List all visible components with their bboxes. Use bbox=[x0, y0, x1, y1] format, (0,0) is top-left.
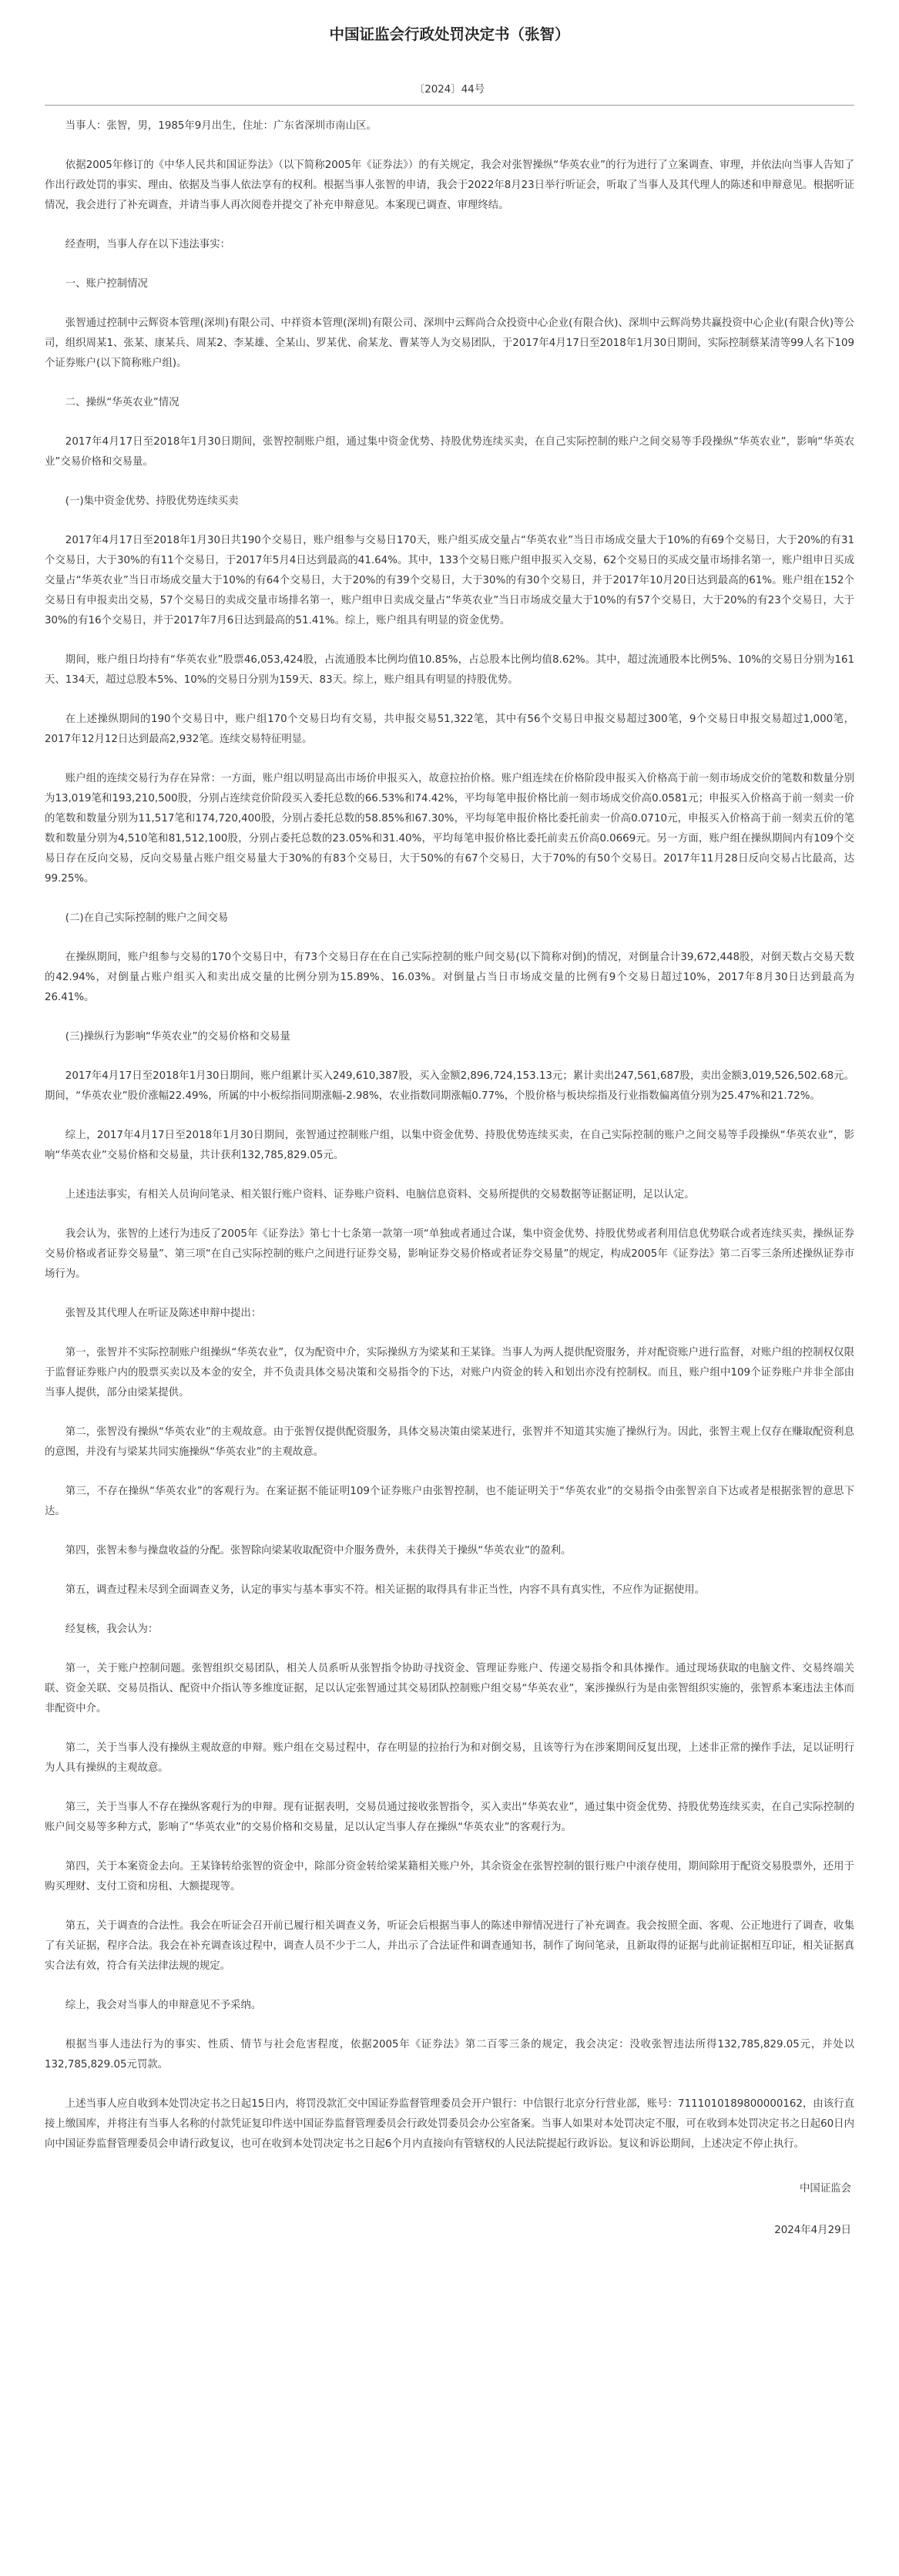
paragraph-review-1: 第一，关于账户控制问题。张智组织交易团队，相关人员系听从张智指令协助寻找资金、管理证券账户、传递交易指令和具体操作。通过现场获取的电脑文件、交易终端关联、资金关联、交易员指认、配资中介指认等多维度证据，足以认定张智通过其交易团队控制账户组交易“华英农业”，案涉操纵行为是由张智组织实施的，张智系本案违法主体而非配资中介。 bbox=[45, 1663, 854, 1715]
paragraph-manipulation-summary: 2017年4月17日至2018年1月30日期间，张智控制账户组，通过集中资金优势、持股优势连续买卖，在自己实际控制的账户之间交易等手段操纵“华英农业”，影响“华英农业”交易价格和交易量。 bbox=[45, 436, 854, 468]
subsection-heading-price-impact: (三)操纵行为影响“华英农业”的交易价格和交易量 bbox=[65, 1031, 290, 1043]
issue-date: 2024年4月29日 bbox=[774, 2225, 851, 2236]
paragraph-review-conclusion: 综上，我会对当事人的申辩意见不予采纳。 bbox=[65, 2000, 262, 2011]
paragraph-facts-intro: 经查明，当事人存在以下违法事实： bbox=[65, 239, 231, 250]
paragraph-procedure: 依据2005年修订的《中华人民共和国证券法》（以下简称2005年《证券法》）的有关规定，我会对张智操纵“华英农业”的行为进行了立案调查、审理，并依法向当事人告知了作出行政处罚的事实、理由、依据及当事人依法享有的权利。根据当事人张智的申请，我会于2022年8月23日举行听证会，听取了当事人及其代理人的陈述和申辩意见。根据听证情况，我会进行了补充调查，并请当事人再次阅卷并提交了补充申辩意见。本案现已调查、审理终结。 bbox=[45, 160, 854, 211]
paragraph-review-5: 第五，关于调查的合法性。我会在听证会召开前已履行相关调查义务，听证会后根据当事人的陈述申辩情况进行了补充调查。我会按照全面、客观、公正地进行了调查，收集了有关证据，程序合法。我会在补充调查该过程中，调查人员不少于二人，并出示了合法证件和调查通知书，制作了询问笔录，且新取得的证据与此前证据相互印证，相关证据真实合法有效，符合有关法律法规的规定。 bbox=[45, 1920, 854, 1972]
paragraph-payment-and-appeal: 上述当事人应自收到本处罚决定书之日起15日内，将罚没款汇交中国证券监督管理委员会开户银行：中信银行北京分行营业部，账号：7111010189800000162，由该行直接上缴国库，并将注有当事人名称的付款凭证复印件送中国证券监督管理委员会行政处罚委员会办公室备案。当事人如果对本处罚决定不服，可在收到本处罚决定书之日起60日内向中国证券监督管理委员会申请行政复议，也可在收到本处罚决定书之日起6个月内直接向有管辖权的人民法院提起行政诉讼。复议和诉讼期间，上述决定不停止执行。 bbox=[45, 2098, 854, 2150]
paragraph-review-2: 第二，关于当事人没有操纵主观故意的申辩。账户组在交易过程中，存在明显的拉抬行为和对倒交易，且该等行为在涉案期间反复出现，上述非正常的操作手法，足以证明行为人具有操纵的主观故意。 bbox=[45, 1742, 854, 1774]
subsection-heading-self-trading: (二)在自己实际控制的账户之间交易 bbox=[65, 912, 229, 924]
paragraph-evidence: 上述违法事实，有相关人员询问笔录、相关银行账户资料、证券账户资料、电脑信息资料、交易所提供的交易数据等证据证明，足以认定。 bbox=[65, 1189, 695, 1201]
paragraph-penalty-decision: 根据当事人违法行为的事实、性质、情节与社会危害程度，依据2005年《证券法》第二百零三条的规定，我会决定：没收张智违法所得132,785,829.05元，并处以132,785,829.05元罚款。 bbox=[45, 2039, 854, 2071]
paragraph-defense-1: 第一，张智并不实际控制账户组操纵“华英农业”，仅为配资中介，实际操纵方为梁某和王某锋。当事人为两人提供配资服务，并对配资账户进行监督，对账户组的控制权仅限于监督证券账户内的股票买卖以及本金的安全，并不负责具体交易决策和交易指令的下达，对账户内资金的转入和划出亦没有控制权。而且，账户组中109个证券账户并非全部由当事人提供，部分由梁某提供。 bbox=[45, 1347, 854, 1399]
paragraph-holding-advantage: 期间，账户组日均持有“华英农业”股票46,053,424股，占流通股本比例均值10.85%，占总股本比例均值8.62%。其中，超过流通股本比例5%、10%的交易日分别为161天、134天，超过总股本5%、10%的交易日分别为159天、83天。综上，账户组具有明显的持股优势。 bbox=[45, 654, 854, 686]
paragraph-party: 当事人：张智，男，1985年9月出生，住址：广东省深圳市南山区。 bbox=[65, 120, 377, 132]
document-number: 〔2024〕44号 bbox=[414, 84, 485, 96]
paragraph-review-4: 第四，关于本案资金去向。王某锋转给张智的资金中，除部分资金转给梁某籍相关账户外，其余资金在张智控制的银行账户中滚存使用，期间除用于配资交易股票外，还用于购买理财、支付工资和房租、大额提现等。 bbox=[45, 1861, 854, 1893]
paragraph-continuous-trading: 在上述操纵期间的190个交易日中，账户组170个交易日均有交易，共申报交易51,322笔，其中有56个交易日申报交易超过300笔，9个交易日申报交易超过1,000笔，2017年12月12日达到最高2,932笔。连续交易特征明显。 bbox=[45, 714, 854, 745]
paragraph-defense-2: 第二，张智没有操纵“华英农业”的主观故意。由于张智仅提供配资服务，具体交易决策由梁某进行，张智并不知道其实施了操纵行为。因此，张智主观上仅存在赚取配资利息的意图，并没有与梁某共同实施操纵“华英农业”的主观故意。 bbox=[45, 1426, 854, 1458]
paragraph-legal-finding: 我会认为，张智的上述行为违反了2005年《证券法》第七十七条第一款第一项“单独或者通过合谋，集中资金优势、持股优势或者利用信息优势联合或者连续买卖，操纵证券交易价格或者证券交易量”、第三项“在自己实际控制的账户之间进行证券交易，影响证券交易价格或者证券交易量”的规定，构成2005年《证券法》第二百零三条所述操纵证券市场行为。 bbox=[45, 1228, 854, 1280]
paragraph-review-intro: 经复核，我会认为： bbox=[65, 1624, 159, 1635]
paragraph-defense-intro: 张智及其代理人在听证及陈述申辩中提出： bbox=[65, 1308, 262, 1319]
paragraph-defense-3: 第三，不存在操纵“华英农业”的客观行为。在案证据不能证明109个证券账户由张智控制，也不能证明关于“华英农业”的交易指令由张智亲自下达或者是根据张智的意思下达。 bbox=[45, 1486, 854, 1517]
paragraph-facts-conclusion: 综上，2017年4月17日至2018年1月30日期间，张智通过控制账户组，以集中资金优势、持股优势连续买卖，在自己实际控制的账户之间交易等手段操纵“华英农业”，影响“华英农业”交易价格和交易量，共计获利132,785,829.05元。 bbox=[45, 1130, 854, 1161]
paragraph-abnormal-trading: 账户组的连续交易行为存在异常：一方面，账户组以明显高出市场价申报买入，故意拉抬价格。账户组连续在价格阶段申报买入价格高于前一刻市场成交价的笔数和数量分别为13,019笔和193,210,500股，分别占连续竞价阶段买入委托总数的66.53%和74.42%，平均每笔申报价格比前一刻市场成交价高0.0581元；申报买入价格高于前一刻卖一价的笔数和数量分别为11,517笔和174,720,400股，分别占委托总数的58.85%和67.30%，平均每笔申报价格比委托前卖一价高0.0710元，申报买入价格高于前一刻卖五价的笔数和数量分别为4,510笔和81,512,100股，分别占委托总数的23.05%和31.40%，平均每笔申报价格比委托前卖五价高0.0669元。另一方面，账户组在操纵期间内有109个交易日存在反向交易，反向交易量占账户组交易量大于30%的有83个交易日，大于50%的有67个交易日，大于70%的有50个交易日。2017年11月28日反向交易占比最高，达99.25%。 bbox=[45, 773, 854, 885]
section-heading-manipulation: 二、操纵“华英农业”情况 bbox=[65, 397, 179, 408]
paragraph-account-control: 张智通过控制中云辉资本管理(深圳)有限公司、中祥资本管理(深圳)有限公司、深圳中云辉尚合众投资中心企业(有限合伙)、深圳中云辉尚势共赢投资中心企业(有限合伙)等公司，组织周某1、张某、康某兵、周某2、李某雄、全某山、罗某优、俞某龙、曹某等人为交易团队，于2017年4月17日至2018年1月30日期间，实际控制蔡某清等99人名下109个证券账户(以下简称账户组)。 bbox=[45, 317, 854, 369]
paragraph-review-3: 第三，关于当事人不存在操纵客观行为的申辩。现有证据表明，交易员通过接收张智指令，买入卖出“华英农业”，通过集中资金优势、持股优势连续买卖，在自己实际控制的账户间交易等多种方式，影响了“华英农业”的交易价格和交易量，足以认定当事人存在操纵“华英农业”的客观行为。 bbox=[45, 1802, 854, 1833]
issuing-authority: 中国证监会 bbox=[800, 2183, 851, 2195]
document-body bbox=[45, 116, 854, 2155]
paragraph-defense-5: 第五，调查过程未尽到全面调查义务，认定的事实与基本事实不符。相关证据的取得具有非正当性，内容不具有真实性，不应作为证据使用。 bbox=[65, 1584, 706, 1596]
paragraph-defense-4: 第四，张智未参与操盘收益的分配。张智除向梁某收取配资中介服务费外，未获得关于操纵“华英农业”的盈利。 bbox=[65, 1545, 572, 1557]
paragraph-price-impact: 2017年4月17日至2018年1月30日期间，账户组累计买入249,610,387股，买入金额2,896,724,153.13元；累计卖出247,561,687股，卖出金额3,019,526,502.68元。期间，“华英农业”股价涨幅22.49%，所属的中小板综指同期涨幅-2.98%，农业指数同期涨幅0.77%，个股价格与板块综指及行业指数偏离值分别为25.47%和21.72%。 bbox=[45, 1070, 854, 1102]
paragraph-self-trading: 在操纵期间，账户组参与交易的170个交易日中，有73个交易日存在在自己实际控制的账户间交易(以下简称对倒)的情况，对倒量合计39,672,448股，对倒天数占交易天数的42.94%，对倒量占账户组买入和卖出成交量的比例分别为15.89%、16.03%。对倒量占当日市场成交量的比例有9个交易日超过10%，2017年8月30日达到最高为26.41%。 bbox=[45, 952, 854, 1003]
paragraph-capital-advantage: 2017年4月17日至2018年1月30日共190个交易日，账户组参与交易日170天，账户组买成交量占“华英农业”当日市场成交量大于10%的有69个交易日，大于20%的有31个交易日，大于30%的有11个交易日，于2017年5月4日达到最高的41.64%。其中，133个交易日账户组申报买入交易，62个交易日的买成交量市场排名第一，账户组申日买成交量占“华英农业”当日市场成交量大于10%的有64个交易日，大于20%的有39个交易日，大于30%的有30个交易日，并于2017年10月20日达到最高的61%。账户组在152个交易日有申报卖出交易，57个交易日的卖成交量市场排名第一，账户组申日卖成交量占“华英农业”当日市场成交量大于10%的有57个交易日，大于20%的有23个交易日，大于30%的有16个交易日，并于2017年7月6日达到最高的51.41%。综上，账户组具有明显的资金优势。 bbox=[45, 535, 854, 626]
subsection-heading-capital-advantage: (一)集中资金优势、持股优势连续买卖 bbox=[65, 495, 239, 507]
section-heading-account-control: 一、账户控制情况 bbox=[65, 278, 148, 290]
document-title: 中国证监会行政处罚决定书（张智） bbox=[329, 25, 570, 43]
header-divider bbox=[45, 105, 854, 106]
